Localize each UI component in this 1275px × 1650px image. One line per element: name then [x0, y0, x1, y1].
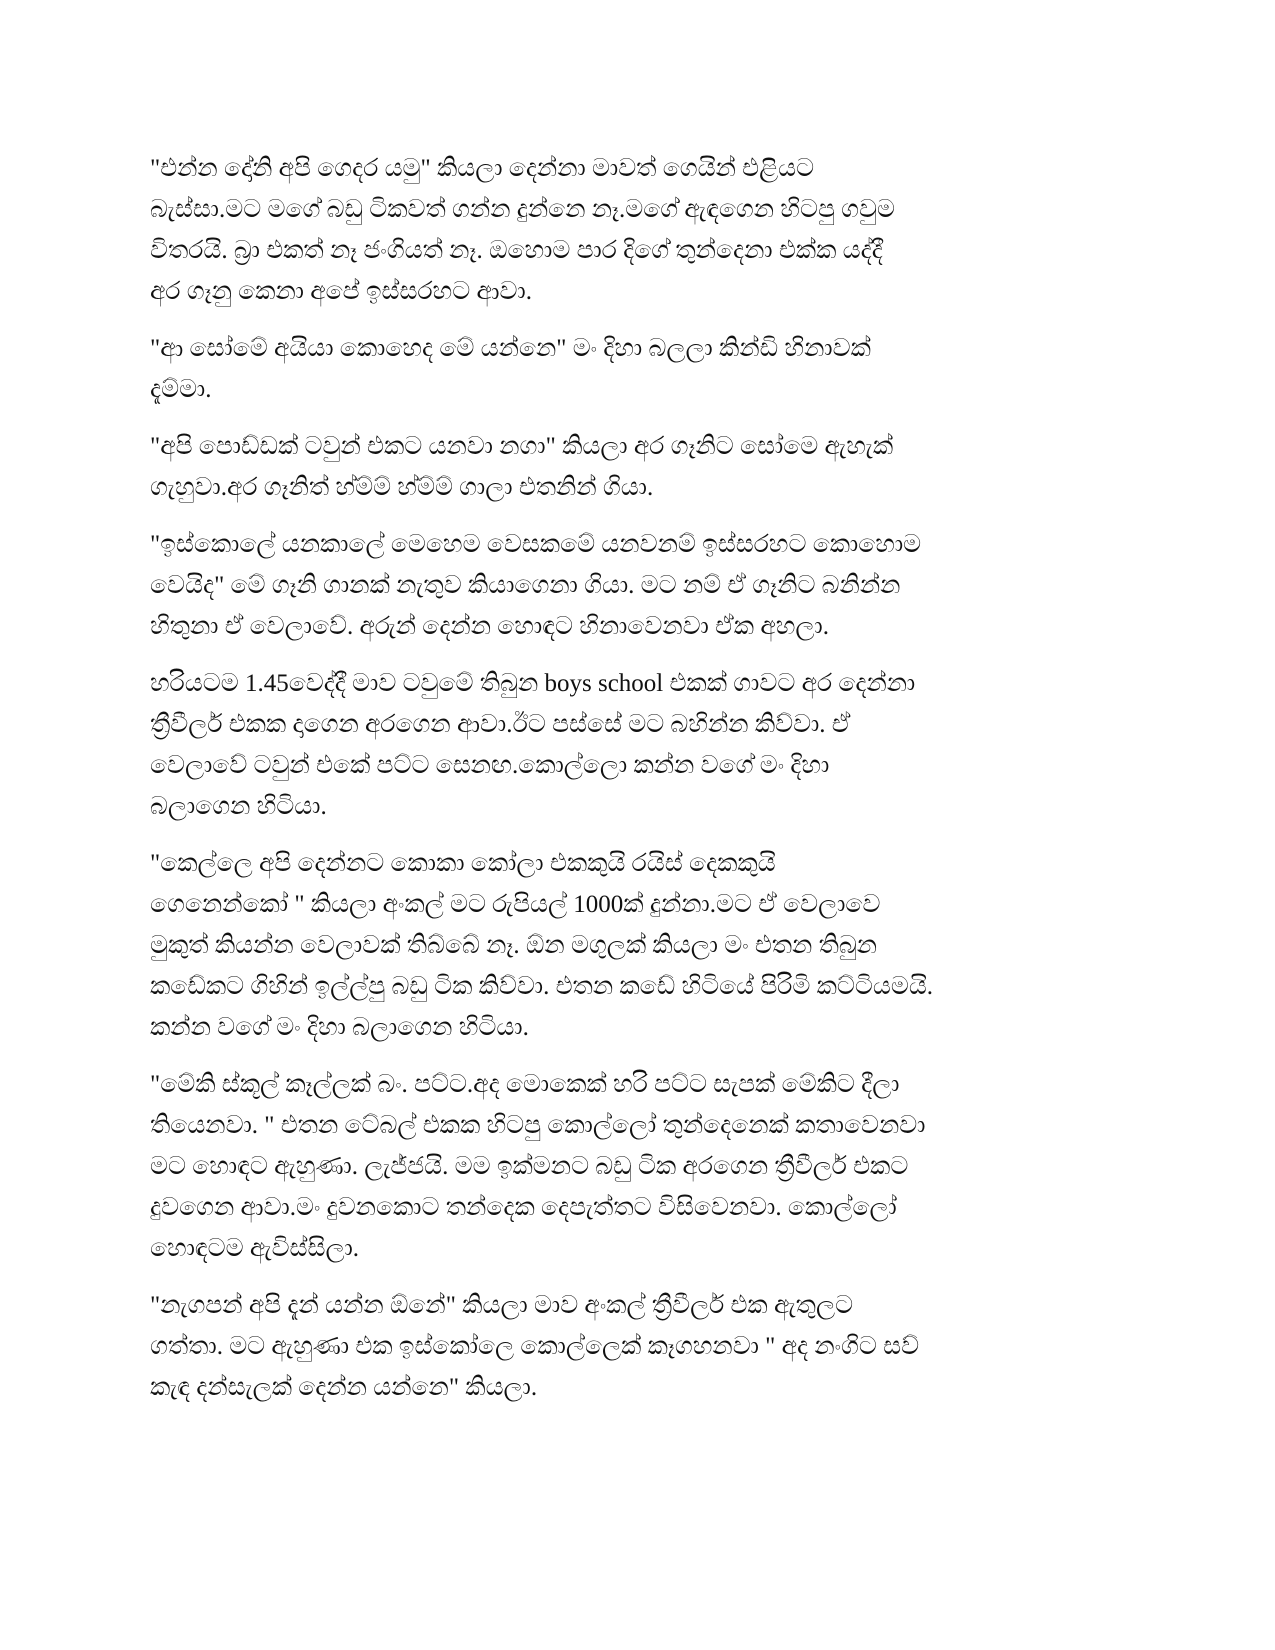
text-line: බලාගෙන හිටියා. — [150, 793, 327, 820]
text-line: "ආ සෝමේ අයියා කොහෙද මේ යන්නෙ" මං දිහා බලලා කින්ඩි හිනාවක් — [150, 335, 871, 362]
text-line: ගැහුවා.අර ගෑනිත් හ්ම්ම් හ්ම්ම් ගාලා එතනින් ගියා. — [150, 474, 654, 501]
text-line: වෙයිද" මේ ගෑනි ගානක් නැතුව කියාගෙනා ගියා. මට නම් ඒ ගෑනිට බනින්න — [150, 572, 901, 599]
paragraph-5 — [150, 663, 1095, 827]
text-line: දැම්මා. — [150, 376, 212, 403]
text-line: මුකුත් කියන්න වෙලාවක් තිබ්බේ නෑ. ඕන මගුලක් කියලා මං එතන තිබුන — [150, 932, 878, 959]
text-line: "නැගපන් අපි දැන් යන්න ඕනේ" කියලා මාව අංකල් ත්‍රීවීලර් එක ඇතුලට — [150, 1292, 854, 1319]
text-line: හරියටම 1.45වෙද්දී මාව ටවුමේ තිබුන boys school එකක් ගාවට අර දෙන්නා — [150, 670, 916, 697]
text-line: ගත්තා. මට ඇහුණා එක ඉස්කෝලෙ කොල්ලෙක් කෑගහනවා " අද නංගිට සව් — [150, 1333, 920, 1360]
text-line: ත්‍රීවීලර් එකක දාගෙන අරගෙන ආවා.ඊට පස්සේ මට බහින්න කිව්වා. ඒ — [150, 711, 851, 738]
paragraph-1 — [150, 148, 1095, 312]
paragraph-4 — [150, 524, 1095, 647]
text-line: කඩේකට ගිහින් ඉල්ල්පු බඩු ටික කිව්වා. එතන කඩේ හිටියේ පිරිමි කට්ටියමයි. — [150, 973, 934, 1000]
text-line: මට හොඳට ඇහුණා. ලැජ්ජයි. මම ඉක්මනට බඩු ටික අරගෙන ත්‍රීවීලර් එකට — [150, 1153, 909, 1180]
paragraph-6 — [150, 843, 1095, 1048]
paragraph-2 — [150, 328, 1095, 410]
text-line: අර ගෑනු කෙනා අපේ ඉස්සරහට ආවා. — [150, 278, 532, 305]
text-line: "කෙල්ලෙ අපි දෙන්නට කොකා කෝලා එකකුයි රයිස් දෙකකුයි — [150, 850, 776, 877]
text-line: හොඳටම ඇවිස්සිලා. — [150, 1235, 360, 1262]
text-line: "මේකි ස්කූල් කෑල්ලක් බං. පට්ට.අද මොකෙක් හරි පට්ට සැපක් මේකිට දීලා — [150, 1071, 900, 1098]
paragraph-7 — [150, 1064, 1095, 1269]
text-line: "එන්න දෝනි අපි ගෙදර යමු" කියලා දෙන්නා මාවත් ගෙයින් එළියට — [150, 155, 815, 182]
text-line: බැස්සා.මට මගේ බඩු ටිකවත් ගන්න දුන්නෙ නෑ.මගේ ඇඳගෙන හිටපු ගවුම — [150, 196, 895, 223]
text-line: "ඉස්කොලේ යනකාලේ මෙහෙම වෙසකමේ යනවනම් ඉස්සරහට කොහොම — [150, 531, 922, 558]
text-line: විතරයි. බ්‍රා එකත් නෑ ජංගියත් නෑ. ඔහොම පාර දිගේ තුන්දෙනා එක්ක යද්දී — [150, 237, 883, 264]
paragraph-3 — [150, 426, 1095, 508]
text-line: කන්න වගේ මං දිහා බලාගෙන හිටියා. — [150, 1014, 529, 1041]
text-line: හිතුනා ඒ වෙලාවේ. අරුන් දෙන්න හොඳට හිනාවෙනවා ඒක අහලා. — [150, 613, 829, 640]
document-body — [150, 148, 1095, 1424]
text-line: දුවගෙන ආවා.මං දුවනකොට තන්දෙක දෙපැත්තට විසිවෙනවා. කොල්ලෝ — [150, 1194, 897, 1221]
paragraph-8 — [150, 1285, 1095, 1408]
text-line: "අපි පොඩ්ඩක් ටවුන් එකට යනවා නගා" කියලා අර ගෑනිට සෝමෙ ඇහැක් — [150, 433, 894, 460]
text-line: වෙලාවේ ටවුන් එකේ පට්ට සෙනඟ.කොල්ලො කන්න වගේ මං දිහා — [150, 752, 830, 779]
text-line: ගෙනෙන්කෝ " කියලා අංකල් මට රුපියල් 1000ක් දුන්නා.මට ඒ වෙලාවෙ — [150, 891, 881, 918]
text-line: කැඳ දන්සැලක් දෙන්න යන්නෙ" කියලා. — [150, 1374, 538, 1401]
text-line: තියෙනවා. " එතන ටේබල් එකක හිටපු කොල්ලෝ තුන්දෙනෙක් කතාවෙනවා — [150, 1112, 926, 1139]
